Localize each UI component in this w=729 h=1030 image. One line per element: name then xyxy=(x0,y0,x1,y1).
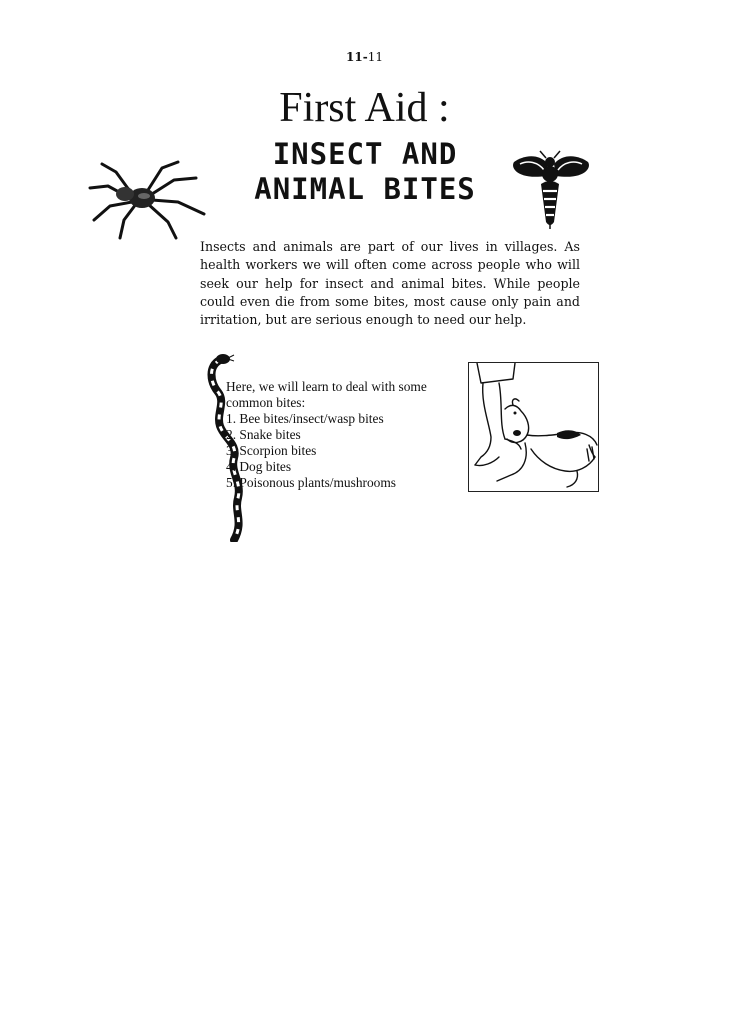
list-item: 2. Snake bites xyxy=(226,427,301,442)
page-subtitle xyxy=(200,137,530,207)
page-number: 11-11 xyxy=(346,50,383,64)
bites-list xyxy=(226,411,466,491)
spider-illustration xyxy=(86,158,211,240)
subtitle-line-2: ANIMAL BITES xyxy=(254,172,476,206)
dog-biting-leg-illustration xyxy=(469,363,599,492)
page-title: First Aid : xyxy=(279,85,450,131)
intro-paragraph: Insects and animals are part of our lives in villages. As health workers we will often come across people who will seek our help for insect and animal bites. While people could even die from some bites, most cause only pain and irritation, but are serious enough to need our help. xyxy=(200,239,580,328)
list-item: 3. Scorpion bites xyxy=(226,443,317,458)
dog-illustration-frame xyxy=(468,362,599,492)
bites-section xyxy=(226,379,466,491)
subtitle-line-1: INSECT AND xyxy=(272,137,458,171)
list-item: 5. Poisonous plants/mushrooms xyxy=(226,475,397,490)
bee-illustration xyxy=(508,150,593,230)
list-item: 4. Dog bites xyxy=(226,459,292,474)
bites-intro-line-2: common bites: xyxy=(226,395,306,410)
bites-intro-line-1: Here, we will learn to deal with some xyxy=(226,379,427,394)
list-item: 1. Bee bites/insect/wasp bites xyxy=(226,411,384,426)
